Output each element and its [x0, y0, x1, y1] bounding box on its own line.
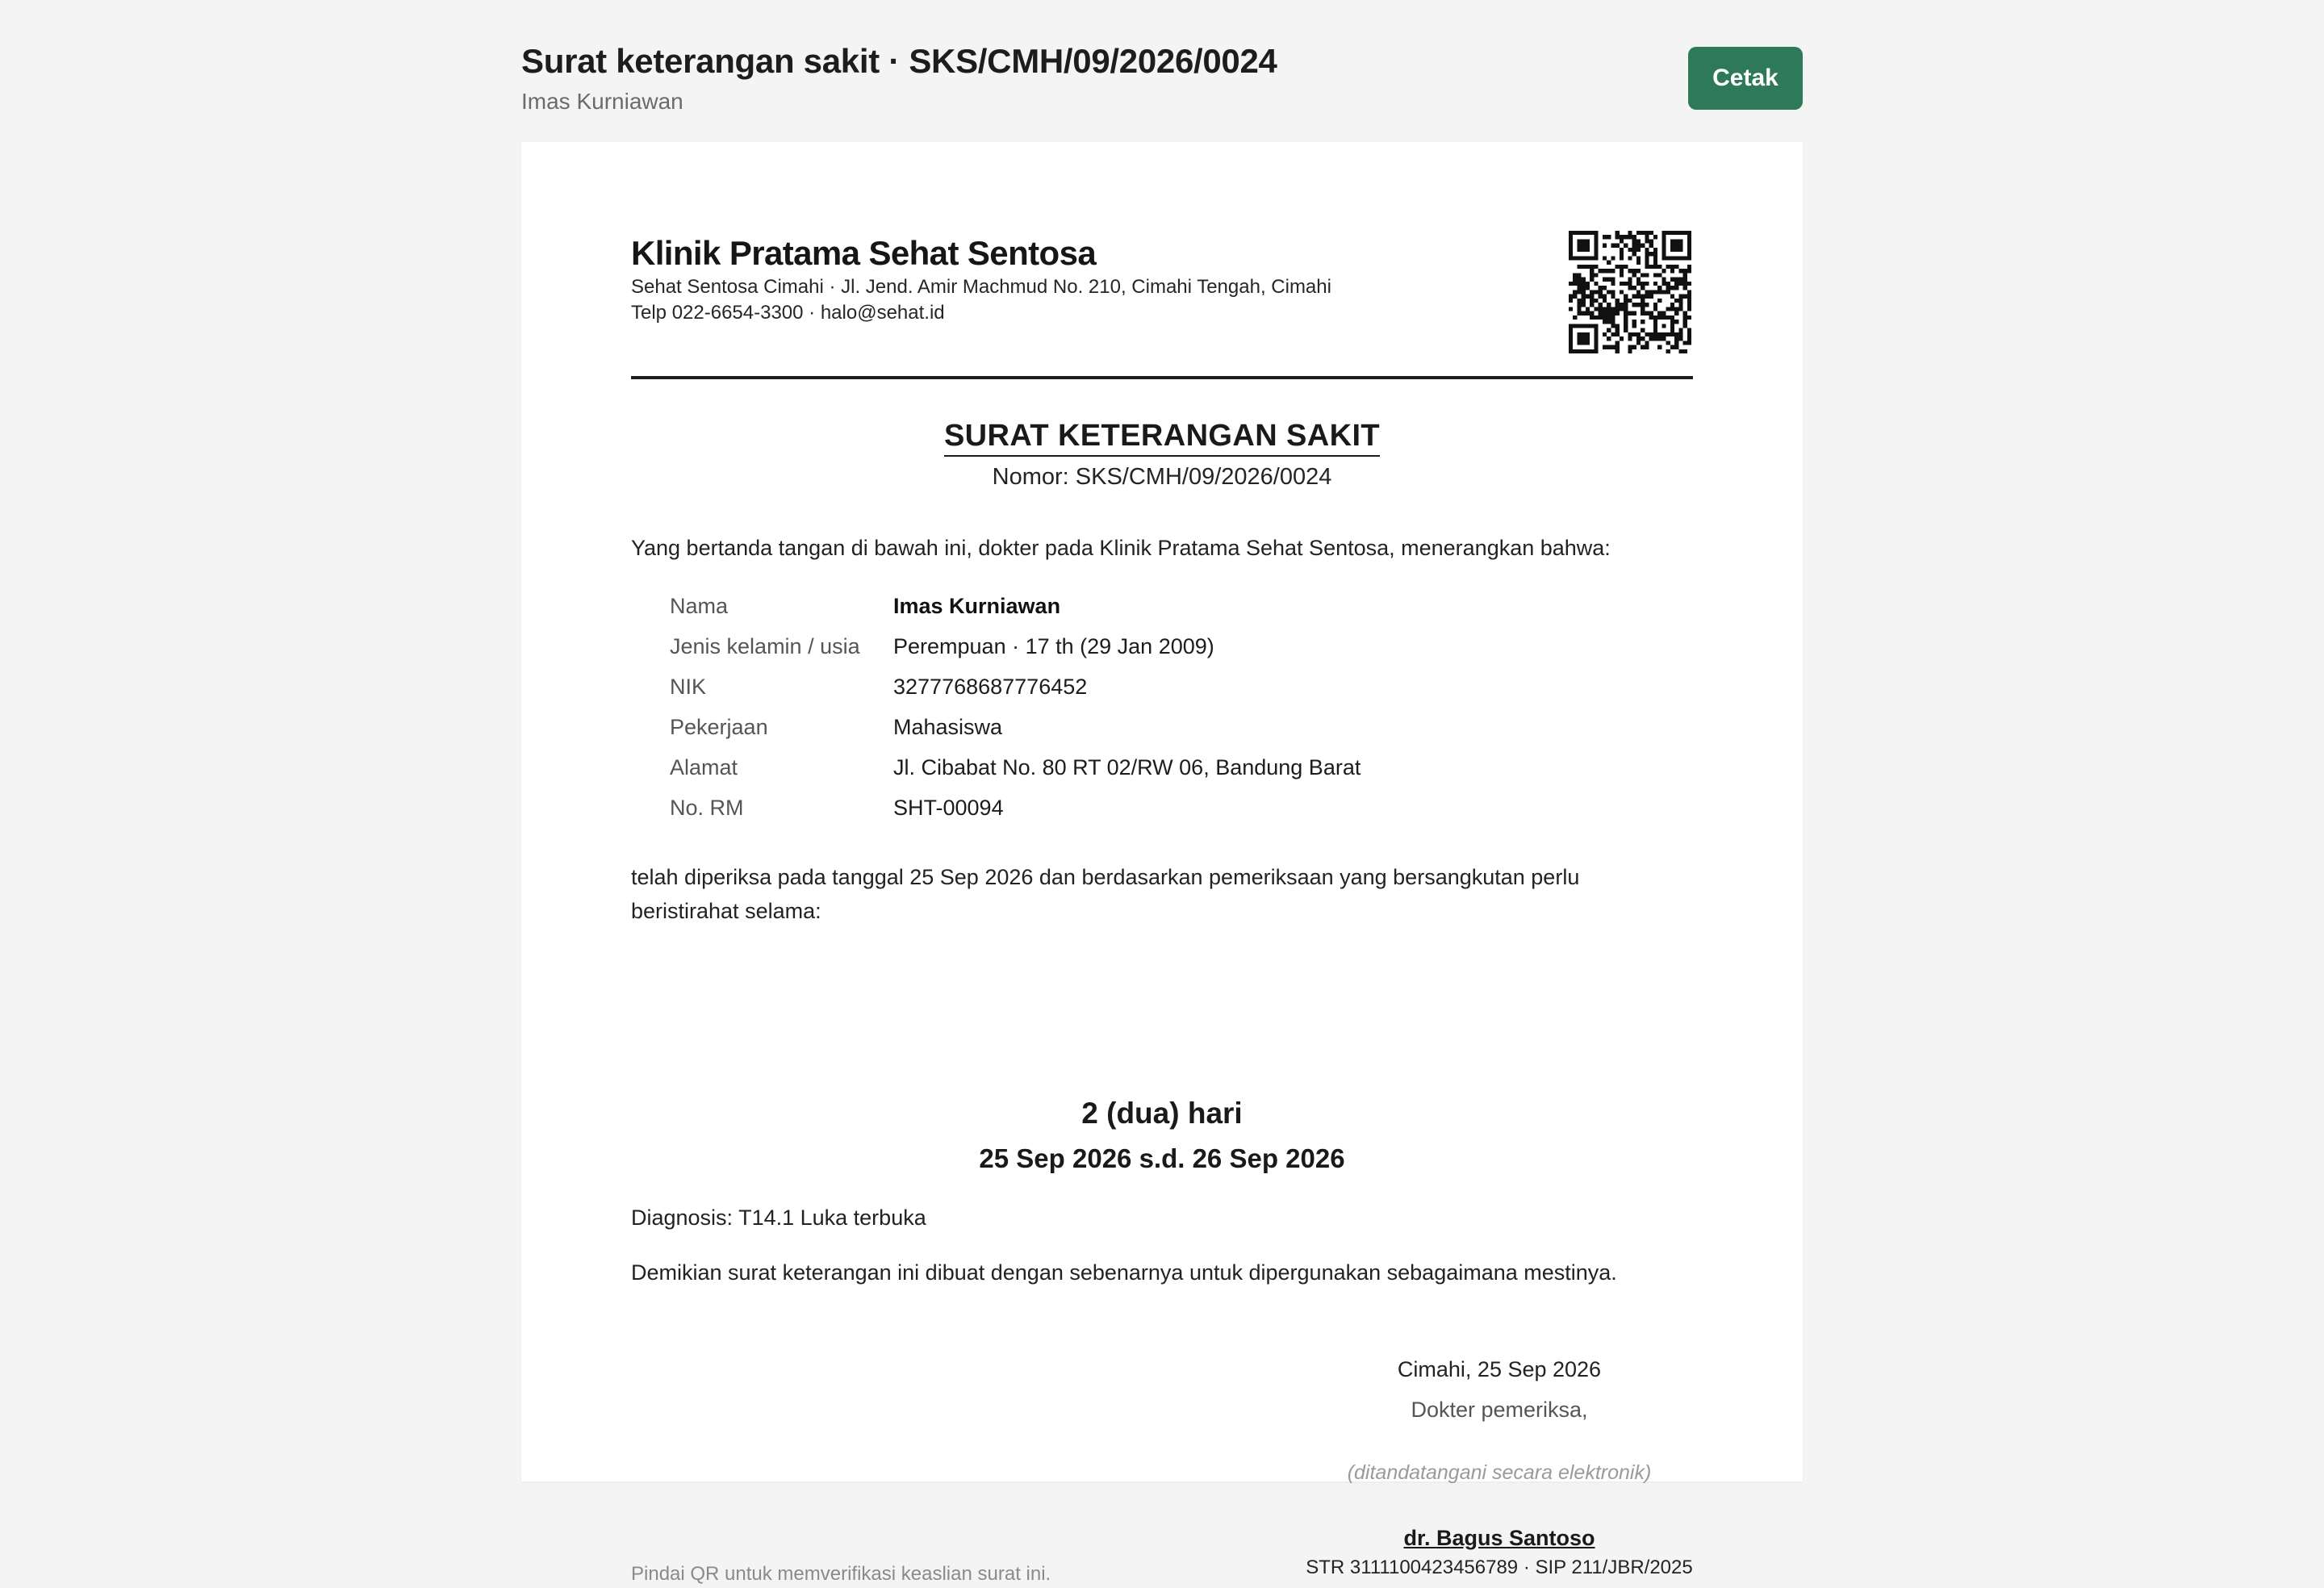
patient-value: Perempuan · 17 th (29 Jan 2009) — [893, 634, 1214, 658]
patient-row-name — [670, 586, 1361, 626]
rest-duration: 2 (dua) hari — [1081, 1097, 1243, 1130]
patient-name-subtitle: Imas Kurniawan — [521, 89, 683, 114]
patient-row-address — [670, 747, 1361, 788]
doctor-license: STR 3111100423456789 · SIP 211/JBR/2025 — [1306, 1557, 1693, 1578]
patient-value: 3277768687776452 — [893, 675, 1088, 699]
patient-row-occupation — [670, 707, 1361, 747]
patient-label: Pekerjaan — [670, 715, 768, 739]
electronic-signature-note: (ditandatangani secara elektronik) — [1347, 1461, 1652, 1484]
document-title: SURAT KETERANGAN SAKIT — [944, 418, 1380, 457]
patient-value: Imas Kurniawan — [893, 594, 1061, 618]
page-title: Surat keterangan sakit · SKS/CMH/09/2026/0024 — [521, 42, 1277, 80]
patient-row-nik — [670, 667, 1361, 707]
patient-value: SHT-00094 — [893, 796, 1004, 820]
print-button[interactable]: Cetak — [1688, 47, 1803, 110]
page-header — [521, 40, 1803, 121]
patient-value: Jl. Cibabat No. 80 RT 02/RW 06, Bandung Barat — [893, 755, 1361, 779]
qr-verification-note: Pindai QR untuk memverifikasi keaslian surat ini. — [631, 1563, 1051, 1585]
signature-role: Dokter pemeriksa, — [1411, 1398, 1588, 1422]
examination-paragraph: telah diperiksa pada tanggal 25 Sep 2026 dan berdasarkan pemeriksaan yang bersangkutan perlu beristirahat selama: — [631, 865, 1580, 923]
document-number: Nomor: SKS/CMH/09/2026/0024 — [992, 464, 1332, 490]
clinic-name: Klinik Pratama Sehat Sentosa — [631, 234, 1097, 272]
letterhead-divider — [631, 376, 1693, 379]
patient-label: Alamat — [670, 755, 738, 779]
patient-row-sex-age — [670, 626, 1361, 667]
patient-label: Nama — [670, 594, 729, 618]
patient-row-medical-record — [670, 788, 1361, 828]
qr-code-icon — [1569, 231, 1691, 353]
patient-value: Mahasiswa — [893, 715, 1003, 739]
signature-block — [1306, 1352, 1693, 1582]
diagnosis: Diagnosis: T14.1 Luka terbuka — [631, 1206, 926, 1230]
patient-label: No. RM — [670, 796, 744, 820]
patient-label: Jenis kelamin / usia — [670, 634, 860, 658]
rest-date-range: 25 Sep 2026 s.d. 26 Sep 2026 — [979, 1143, 1345, 1173]
clinic-address: Sehat Sentosa Cimahi · Jl. Jend. Amir Machmud No. 210, Cimahi Tengah, Cimahi — [631, 276, 1331, 298]
document-heading — [631, 418, 1693, 492]
intro-paragraph: Yang bertanda tangan di bawah ini, dokter pada Klinik Pratama Sehat Sentosa, menerangkan bahwa: — [631, 536, 1611, 560]
doctor-name: dr. Bagus Santoso — [1403, 1526, 1595, 1550]
document-sheet — [521, 142, 1803, 1585]
signature-place-date: Cimahi, 25 Sep 2026 — [1397, 1357, 1602, 1381]
clinic-contact: Telp 022-6654-3300 · halo@sehat.id — [631, 302, 945, 324]
closing-paragraph: Demikian surat keterangan ini dibuat dengan sebenarnya untuk dipergunakan sebagaimana mestinya. — [631, 1260, 1617, 1285]
letterhead — [631, 231, 1693, 360]
patient-details-table — [670, 586, 1361, 828]
patient-label: NIK — [670, 675, 707, 699]
